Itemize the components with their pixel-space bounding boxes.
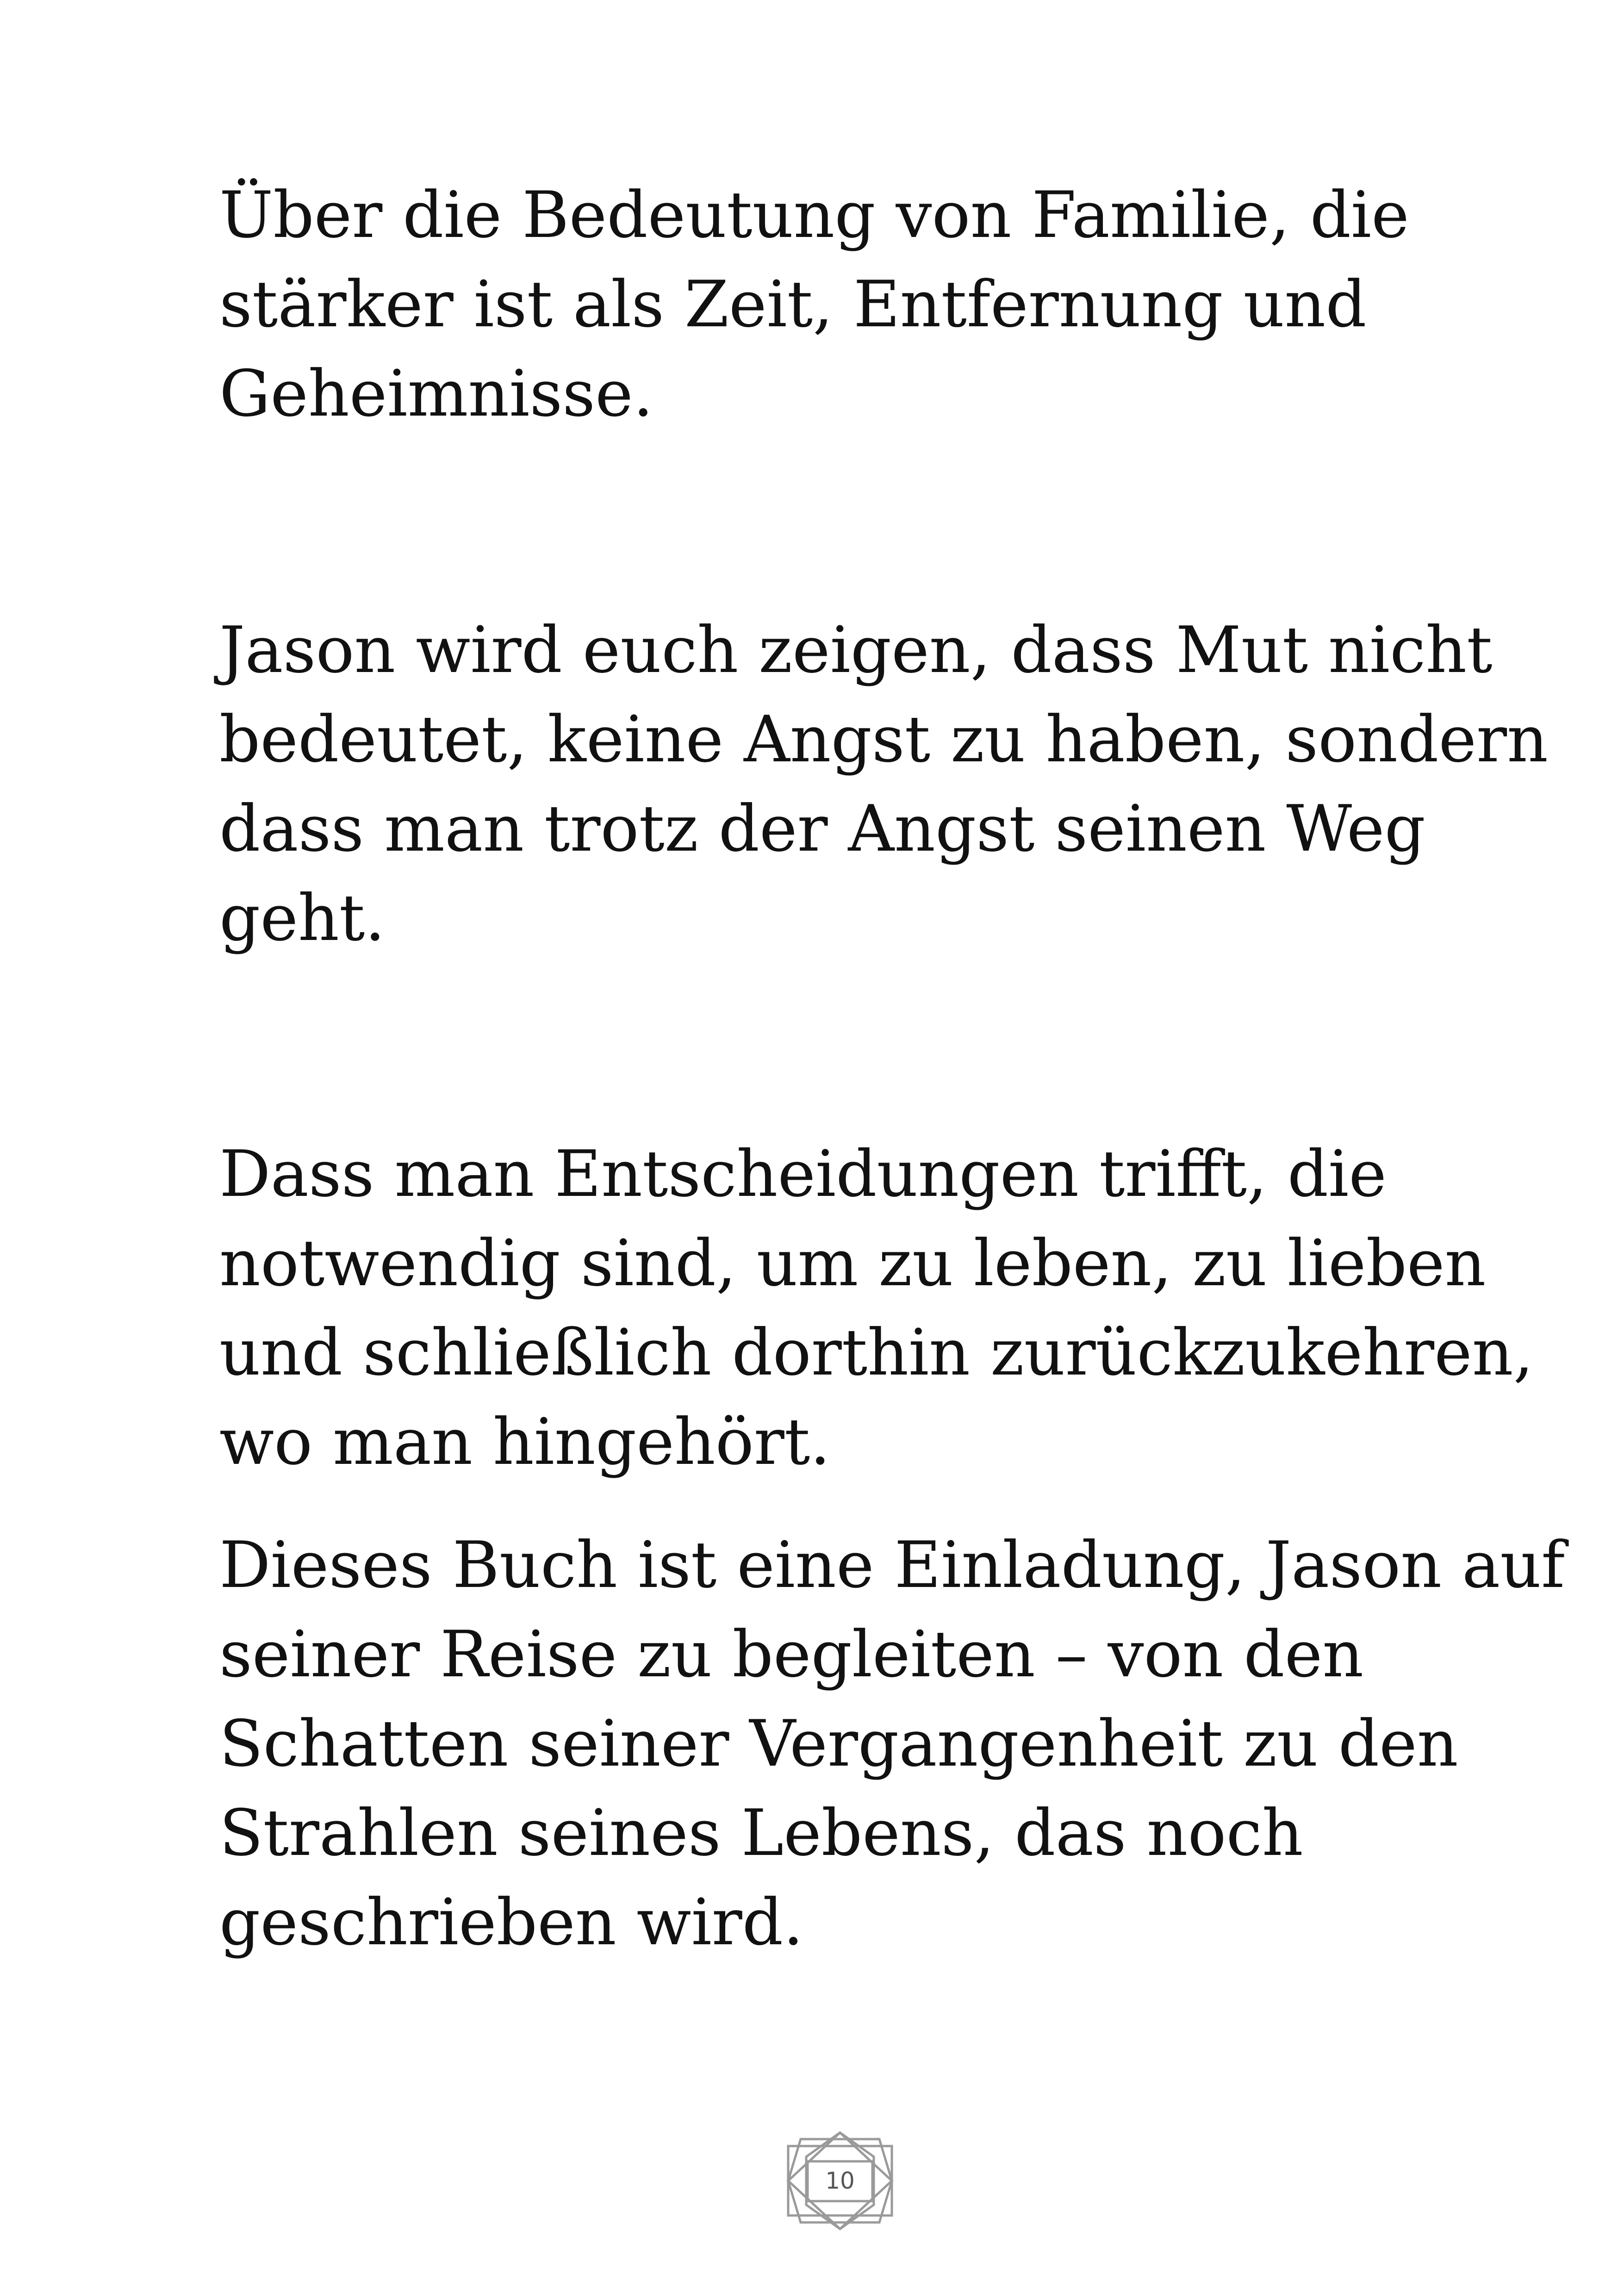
paragraph-line: Dass man Entscheidungen trifft, die: [219, 1137, 1387, 1211]
paragraph-line: Jason wird euch zeigen, dass Mut nicht: [219, 613, 1493, 687]
paragraph-line: bedeutet, keine Angst zu haben, sondern: [219, 702, 1548, 777]
paragraph-line: Dieses Buch ist eine Einladung, Jason auf: [219, 1528, 1565, 1602]
paragraph-line: seiner Reise zu begleiten – von den: [219, 1617, 1364, 1692]
paragraph-line: stärker ist als Zeit, Entfernung und: [219, 267, 1367, 342]
paragraph-line: wo man hingehört.: [219, 1405, 831, 1479]
paragraph-line: Geheimnisse.: [219, 356, 653, 431]
paragraph-line: Über die Bedeutung von Familie, die: [219, 178, 1409, 252]
paragraph-line: geschrieben wird.: [219, 1885, 803, 1960]
paragraph-4: [219, 1520, 1565, 1967]
paragraph-line: Strahlen seines Lebens, das noch: [219, 1796, 1303, 1870]
paragraph-line: notwendig sind, um zu leben, zu lieben: [219, 1226, 1486, 1300]
page-number-footer: [781, 2129, 899, 2233]
paragraph-line: Schatten seiner Vergangenheit zu den: [219, 1706, 1458, 1781]
paragraph-2: [219, 605, 1548, 963]
paragraph-line: dass man trotz der Angst seinen Weg: [219, 791, 1425, 866]
paragraph-1: [219, 170, 1469, 438]
paragraph-line: geht.: [219, 881, 386, 955]
paragraph-3: [219, 1129, 1534, 1487]
page-number: 10: [825, 2167, 855, 2194]
paragraph-line: und schließlich dorthin zurückzukehren,: [219, 1315, 1534, 1390]
